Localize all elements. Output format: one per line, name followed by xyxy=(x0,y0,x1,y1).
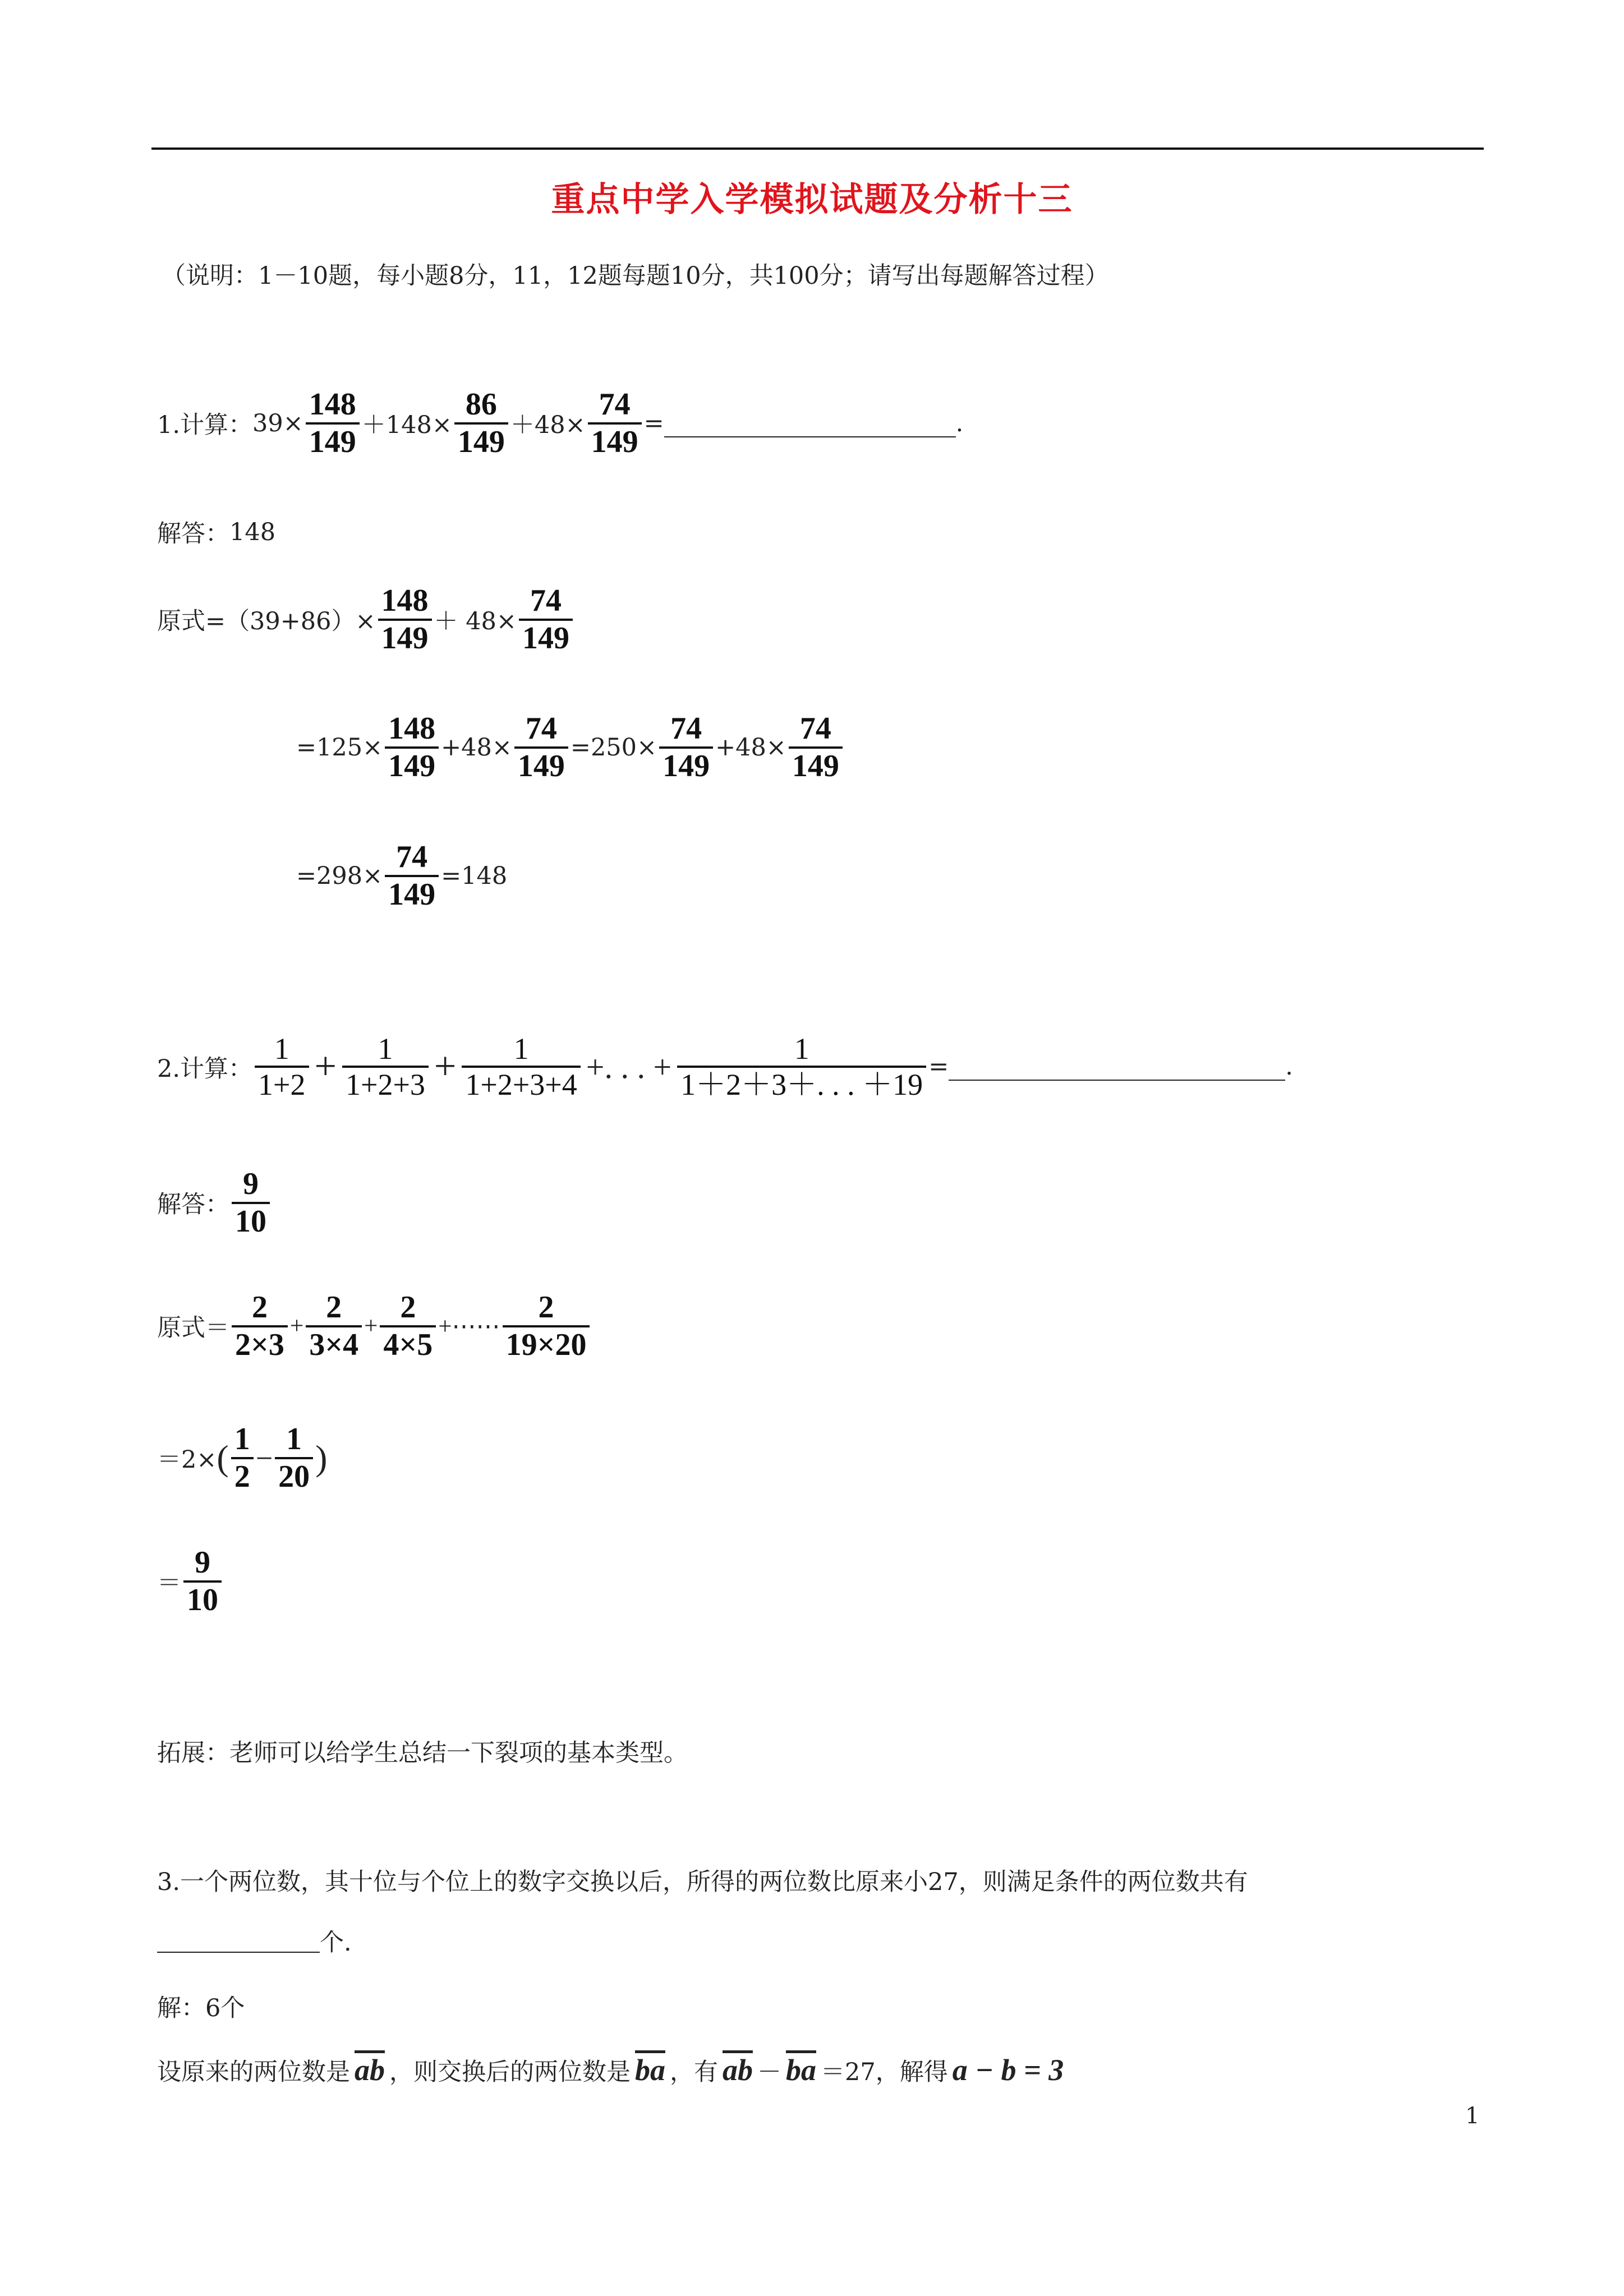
s3-fraction-1: $\frac{74}{149}$ xyxy=(385,840,439,912)
s2-fraction-4: $\frac{74}{149}$ xyxy=(789,711,843,783)
solution-2-step-3 xyxy=(157,1545,224,1617)
s3-term-2: =148 xyxy=(441,861,508,890)
s4-fraction-3: $\frac{2}{4\times 5}$ xyxy=(380,1290,436,1362)
extension-text: 拓展：老师可以给学生总结一下裂项的基本类型。 xyxy=(157,1739,688,1767)
q1-term-1: 39× xyxy=(252,409,303,437)
s4-ellipsis: +⋯⋯ xyxy=(438,1313,500,1340)
page-title: 重点中学入学模拟试题及分析十三 xyxy=(551,180,1073,219)
s4-plus-1: + xyxy=(289,1313,304,1340)
answer-3 xyxy=(157,1989,245,2023)
s7-text-2: ，则交换后的两位数是 xyxy=(389,2058,631,2086)
q1-answer-blank xyxy=(664,436,956,437)
s4-term-1: 原式＝ xyxy=(157,1314,229,1343)
answer-1 xyxy=(157,515,275,549)
s2-fraction-3: $\frac{74}{149}$ xyxy=(659,711,713,783)
s7-overline-ab-2: $\overline{ab}$ xyxy=(723,2053,753,2087)
s2-term-4: +48× xyxy=(715,733,786,762)
q3-text: 3.一个两位数，其十位与个位上的数字交换以后，所得的两位数比原来小27，则满足条件的两位数共有 xyxy=(157,1868,1248,1896)
q1-end: . xyxy=(955,409,964,437)
a1-value: 148 xyxy=(229,518,276,546)
answer-2 xyxy=(157,1167,272,1239)
q1-term-2: ＋148× xyxy=(361,411,452,440)
q2-equals: = xyxy=(928,1053,949,1081)
q3-answer-blank xyxy=(157,1952,320,1953)
a2-fraction: $\frac{9}{10}$ xyxy=(232,1167,270,1239)
question-3-continued xyxy=(157,1924,352,1958)
s2-term-2: +48× xyxy=(441,733,512,762)
page-number: 1 xyxy=(1465,2103,1480,2129)
q1-fraction-2: $\frac{86}{149}$ xyxy=(454,387,508,459)
q1-term-3: ＋48× xyxy=(510,411,586,440)
header-rule xyxy=(151,147,1484,150)
s6-term-1: ＝ xyxy=(157,1569,181,1598)
q2-label: 2.计算： xyxy=(157,1054,253,1083)
s1-term-2: ＋ 48× xyxy=(434,607,517,636)
s2-fraction-2: $\frac{74}{149}$ xyxy=(514,711,568,783)
s4-plus-2: + xyxy=(364,1313,378,1340)
s5-right-paren: ) xyxy=(315,1437,328,1478)
q2-fraction-1: $\frac{1}{1+2}$ xyxy=(255,1032,309,1102)
s7-text-3: ，有 xyxy=(670,2058,718,2086)
s5-fraction-1: $\frac{1}{2}$ xyxy=(231,1422,254,1494)
q1-fraction-3: $\frac{74}{149}$ xyxy=(588,387,642,459)
q2-plus-2: + xyxy=(434,1045,457,1089)
s7-overline-ba: $\overline{ba}$ xyxy=(635,2053,665,2087)
solution-3 xyxy=(157,2053,1064,2087)
a1-label: 解答： xyxy=(157,520,229,548)
q2-answer-blank xyxy=(949,1080,1285,1081)
s5-term-1: ＝2× xyxy=(157,1446,217,1474)
s7-overline-ba-2: $\overline{ba}$ xyxy=(786,2053,816,2087)
s7-overline-ab: $\overline{ab}$ xyxy=(355,2053,385,2087)
s1-term-1: 原式=（39+86）× xyxy=(157,607,376,636)
q2-ellipsis: +. . . + xyxy=(586,1048,672,1085)
question-3 xyxy=(157,1863,1248,1897)
s7-text-1: 设原来的两位数是 xyxy=(157,2058,350,2086)
s1-fraction-1: $\frac{148}{149}$ xyxy=(378,583,432,656)
q2-fraction-3: $\frac{1}{1+2+3+4}$ xyxy=(462,1032,580,1102)
solution-1-step-3 xyxy=(296,840,507,912)
q2-fraction-4: $\frac{1}{1+2+3+. . . +19}$ xyxy=(677,1032,926,1102)
instructions-note: （说明：1－10题，每小题8分，11，12题每题10分，共100分；请写出每题解答过程） xyxy=(162,262,1109,290)
s1-fraction-2: $\frac{74}{149}$ xyxy=(519,583,573,656)
q1-equals: = xyxy=(643,409,664,437)
question-2 xyxy=(157,1032,1293,1102)
q2-end: . xyxy=(1285,1053,1293,1081)
s5-minus: − xyxy=(255,1441,273,1475)
a2-label: 解答： xyxy=(157,1191,229,1219)
question-1 xyxy=(157,387,963,459)
extension-note xyxy=(157,1734,688,1768)
s7-text-4: ＝27，解得 xyxy=(821,2058,948,2086)
q1-label: 1.计算： xyxy=(157,411,253,440)
s3-term-1: =298× xyxy=(296,861,383,890)
s4-fraction-2: $\frac{2}{3\times 4}$ xyxy=(306,1290,362,1362)
s7-equation: a − b = 3 xyxy=(952,2053,1064,2087)
q2-plus-1: + xyxy=(314,1045,337,1089)
s5-left-paren: ( xyxy=(217,1437,229,1478)
solution-1-step-2 xyxy=(296,711,845,783)
s4-fraction-1: $\frac{2}{2\times 3}$ xyxy=(232,1290,288,1362)
solution-1-step-1 xyxy=(157,583,575,656)
q2-fraction-2: $\frac{1}{1+2+3}$ xyxy=(342,1032,429,1102)
q3-end: 个. xyxy=(320,1929,352,1957)
s2-term-1: =125× xyxy=(296,733,383,762)
s2-fraction-1: $\frac{148}{149}$ xyxy=(385,711,439,783)
s4-fraction-4: $\frac{2}{19\times 20}$ xyxy=(503,1290,590,1362)
s6-fraction-1: $\frac{9}{10}$ xyxy=(183,1545,222,1617)
solution-2-step-2 xyxy=(157,1422,327,1494)
s5-fraction-2: $\frac{1}{20}$ xyxy=(275,1422,313,1494)
q1-fraction-1: $\frac{148}{149}$ xyxy=(306,387,360,459)
s7-minus: － xyxy=(757,2058,781,2086)
s2-term-3: =250× xyxy=(570,733,657,762)
solution-2-step-1 xyxy=(157,1290,592,1362)
a3-text: 解：6个 xyxy=(157,1994,245,2022)
